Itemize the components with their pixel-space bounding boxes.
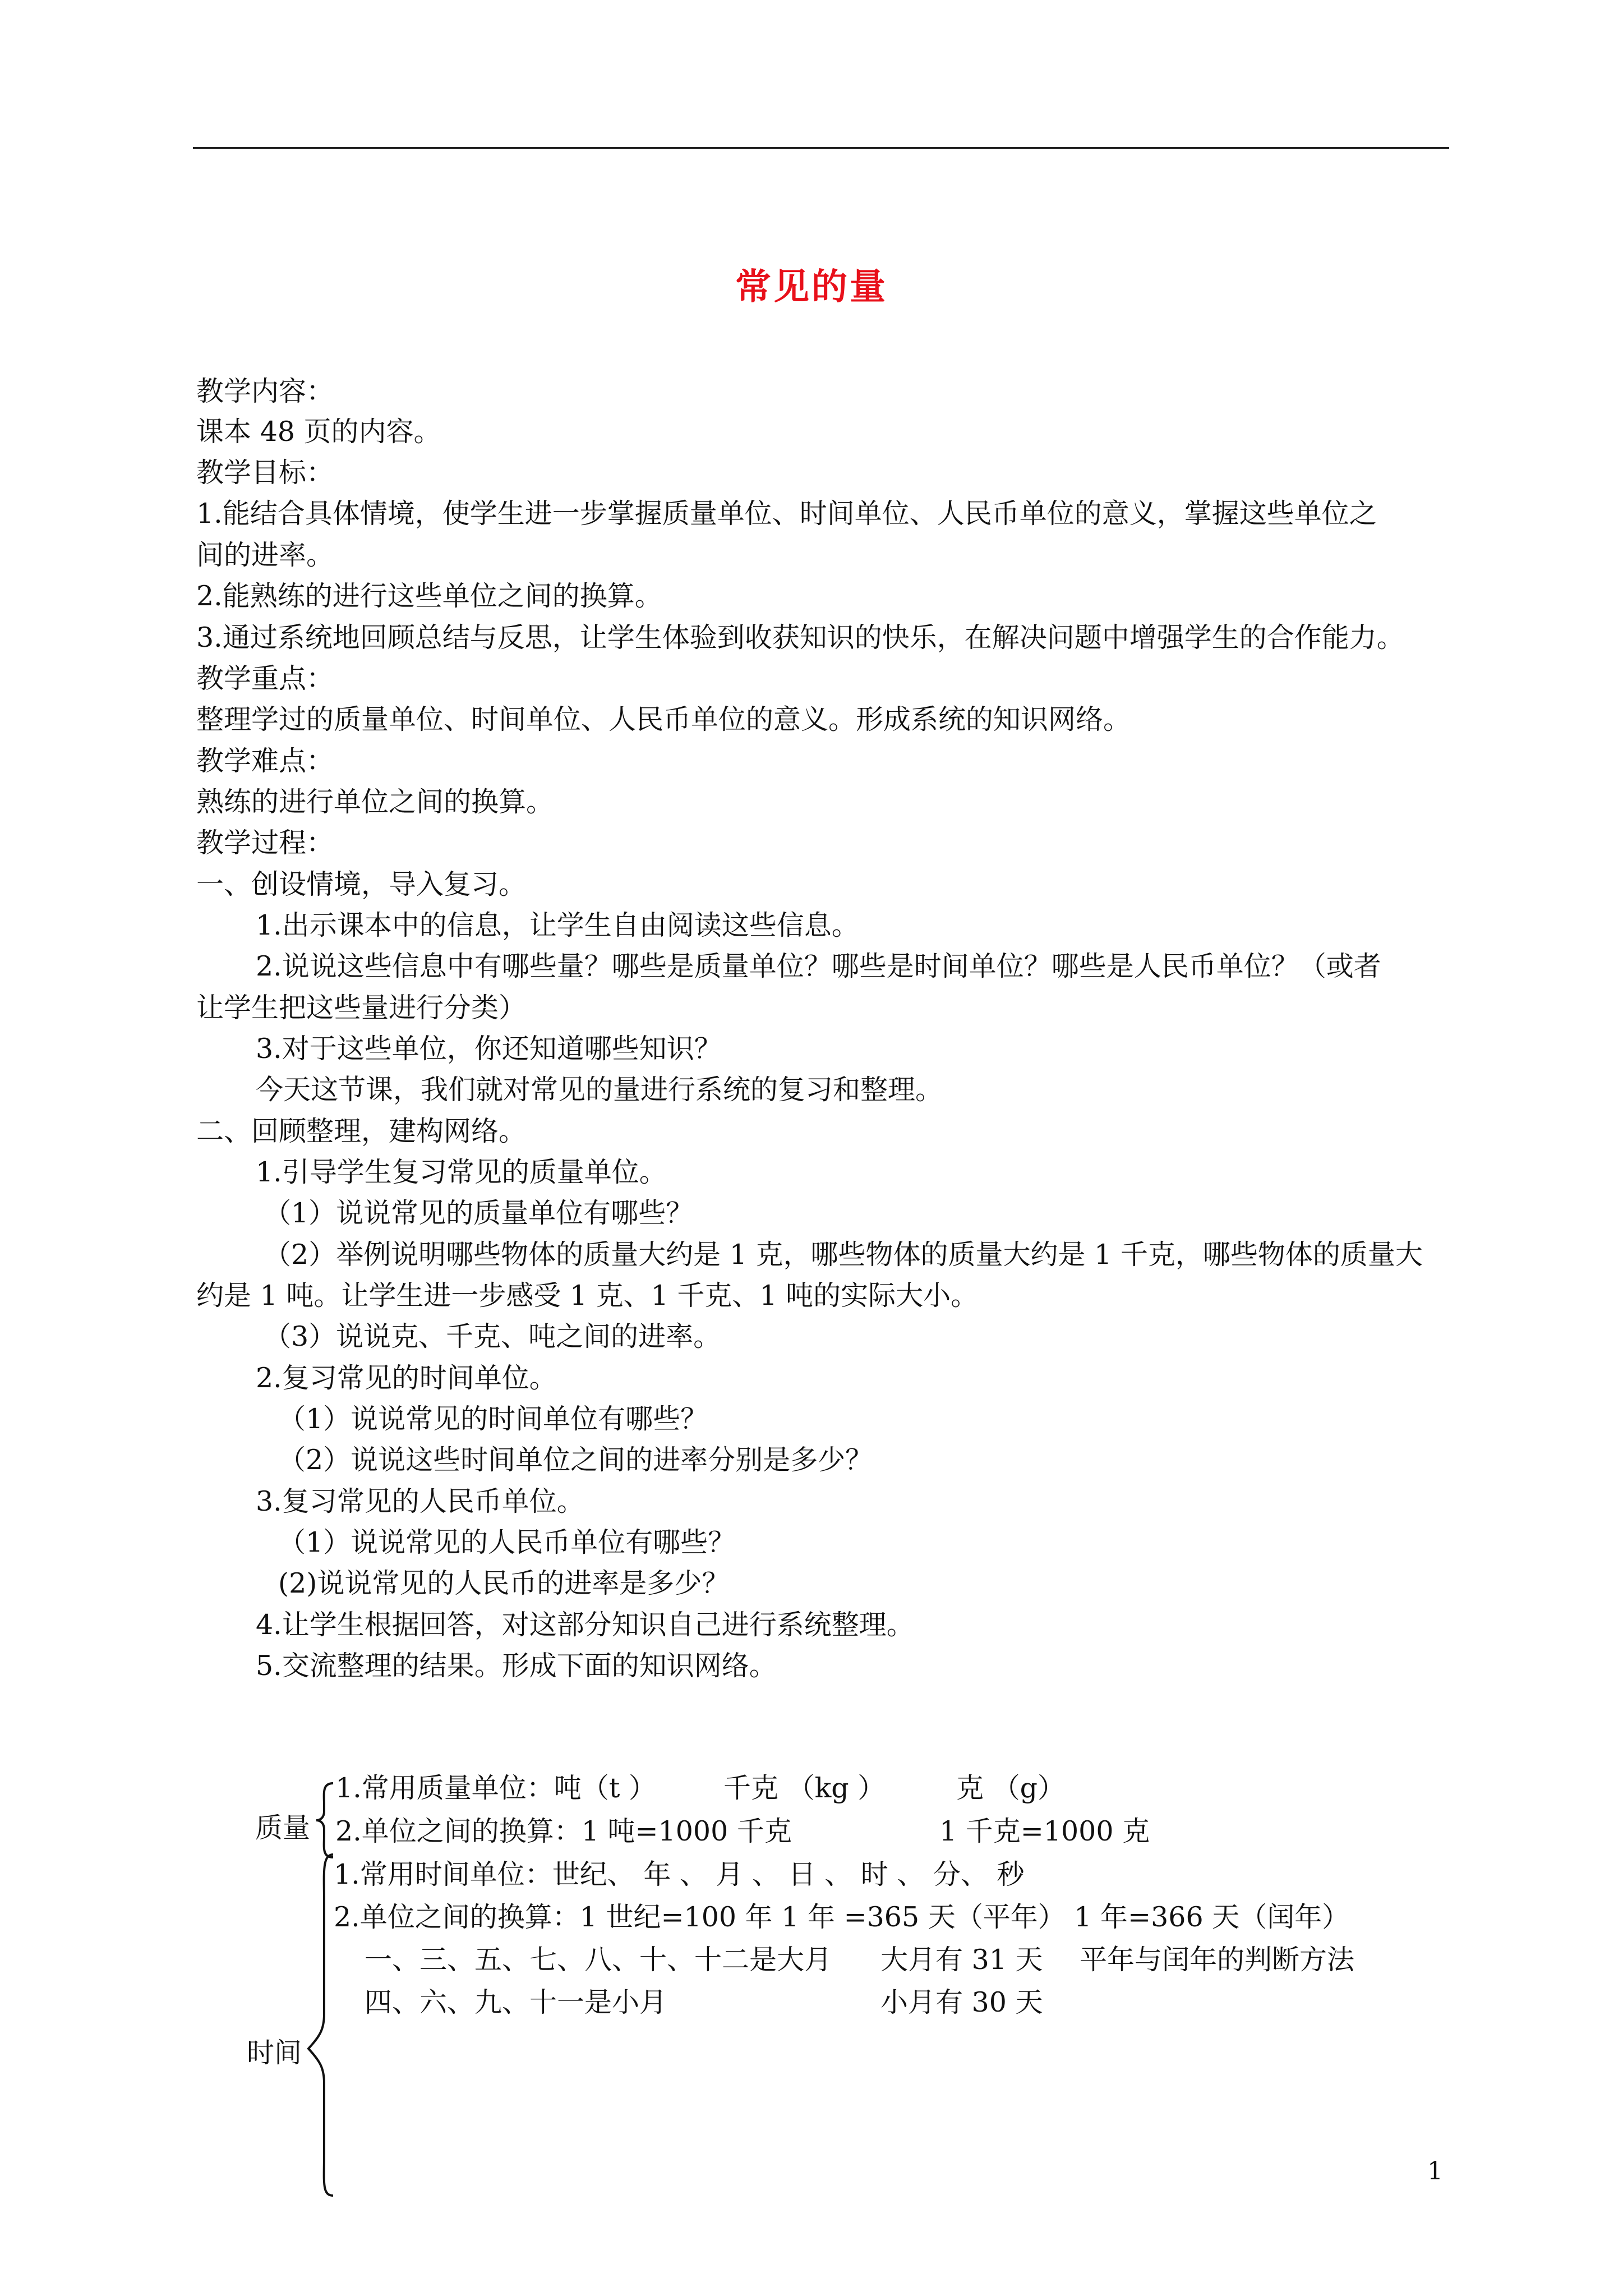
mass-conversion-kg-g: 1 千克=1000 克 <box>939 1815 1150 1847</box>
big-month-line: 一、三、五、七、八、十、十二是大月 <box>365 1944 832 1976</box>
text-line: （1）说说常见的质量单位有哪些？ <box>264 1197 694 1229</box>
mass-unit-g: 克 （g） <box>956 1772 1065 1804</box>
time-units-line: 1.常用时间单位：世纪、 年 、 月 、 日 、 时 、 分、 秒 <box>334 1858 1025 1890</box>
mass-brace <box>314 1781 336 1860</box>
page-number: 1 <box>1427 2157 1443 2185</box>
text-line: 整理学过的质量单位、时间单位、人民币单位的意义。形成系统的知识网络。 <box>196 703 1131 735</box>
text-line: 间的进率。 <box>196 539 334 571</box>
text-line: 教学难点： <box>196 745 334 777</box>
text-line: 2.复习常见的时间单位。 <box>256 1362 557 1394</box>
text-line: 3.复习常见的人民币单位。 <box>256 1485 584 1517</box>
text-line: 2.能熟练的进行这些单位之间的换算。 <box>196 580 662 612</box>
text-line: 2.说说这些信息中有哪些量？哪些是质量单位？哪些是时间单位？哪些是人民币单位？（或者 <box>256 950 1381 982</box>
text-line: （2）说说这些时间单位之间的进率分别是多少？ <box>278 1444 873 1476</box>
small-month-line: 四、六、九、十一是小月 <box>365 1986 667 2018</box>
header-rule <box>193 147 1449 149</box>
time-conversion-line: 2.单位之间的换算：1 世纪=100 年 1 年 =365 天（平年） 1 年=366 天（闰年） <box>334 1901 1350 1933</box>
text-line: 教学目标： <box>196 457 334 489</box>
text-line: 约是 1 吨。让学生进一步感受 1 克、1 千克、1 吨的实际大小。 <box>196 1280 979 1312</box>
time-label: 时间 <box>247 2037 302 2069</box>
text-line: 让学生把这些量进行分类） <box>196 992 527 1024</box>
text-line: 3.通过系统地回顾总结与反思，让学生体验到收获知识的快乐，在解决问题中增强学生的合作能力。 <box>196 622 1404 654</box>
text-line: （1）说说常见的人民币单位有哪些？ <box>278 1526 736 1558</box>
mass-label: 质量 <box>255 1812 311 1844</box>
text-line: 一、创设情境，导入复习。 <box>196 868 527 900</box>
page-title: 常见的量 <box>735 266 888 308</box>
text-line: 1.出示课本中的信息，让学生自由阅读这些信息。 <box>256 909 859 941</box>
text-line: （3）说说克、千克、吨之间的进率。 <box>264 1320 721 1352</box>
text-line: 1.引导学生复习常见的质量单位。 <box>256 1156 667 1188</box>
text-line: 今天这节课，我们就对常见的量进行系统的复习和整理。 <box>256 1074 943 1106</box>
text-line: 二、回顾整理，建构网络。 <box>196 1115 527 1147</box>
text-line: 熟练的进行单位之间的换算。 <box>196 786 554 818</box>
mass-units-line: 1.常用质量单位：吨（t ） <box>335 1772 657 1804</box>
small-month-days: 小月有 30 天 <box>880 1986 1043 2018</box>
time-brace <box>303 1851 336 2199</box>
big-month-days: 大月有 31 天 <box>880 1944 1043 1976</box>
text-line: 4.让学生根据回答，对这部分知识自己进行系统整理。 <box>256 1609 914 1641</box>
text-line: 课本 48 页的内容。 <box>196 416 441 448</box>
text-line: 教学内容： <box>196 375 334 407</box>
text-line: 教学过程： <box>196 827 334 859</box>
text-line: （2）举例说明哪些物体的质量大约是 1 克，哪些物体的质量大约是 1 千克，哪些物体的质量大 <box>264 1239 1423 1271</box>
text-line: （1）说说常见的时间单位有哪些？ <box>278 1403 708 1435</box>
leap-year-method: 平年与闰年的判断方法 <box>1080 1944 1355 1976</box>
mass-conversion-line: 2.单位之间的换算：1 吨=1000 千克 <box>335 1815 792 1847</box>
text-line: 5.交流整理的结果。形成下面的知识网络。 <box>256 1650 777 1682</box>
text-line: 3.对于这些单位，你还知道哪些知识？ <box>256 1033 722 1065</box>
text-line: (2)说说常见的人民币的进率是多少？ <box>278 1567 730 1599</box>
text-line: 教学重点： <box>196 662 334 694</box>
text-line: 1.能结合具体情境，使学生进一步掌握质量单位、时间单位、人民币单位的意义，掌握这些单位之 <box>196 498 1377 530</box>
mass-unit-kg: 千克 （kg ） <box>723 1772 886 1804</box>
